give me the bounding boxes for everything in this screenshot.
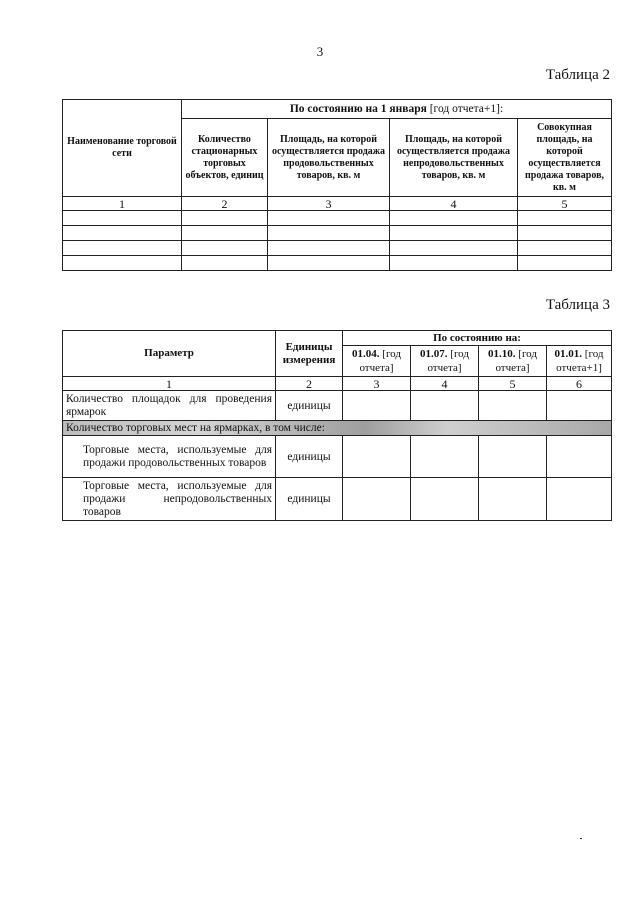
t3-cell[interactable] xyxy=(479,436,547,478)
t2-col-number: 3 xyxy=(268,197,390,211)
t2-header-count: Количество стационарных торговых объектов, единиц xyxy=(182,119,268,197)
table3 xyxy=(62,330,612,521)
t2-empty-row xyxy=(63,226,612,241)
t2-cell[interactable] xyxy=(390,256,518,271)
t3-cell[interactable] xyxy=(343,436,411,478)
t2-cell[interactable] xyxy=(63,226,182,241)
t3-col-number: 3 xyxy=(343,377,411,391)
t3-col-number: 5 xyxy=(479,377,547,391)
table3-caption: Таблица 3 xyxy=(545,297,610,313)
t2-cell[interactable] xyxy=(182,241,268,256)
t3-cell[interactable] xyxy=(411,478,479,521)
t3-date-bold: 01.10. xyxy=(488,348,516,360)
t3-cell[interactable] xyxy=(547,478,612,521)
t3-col-number: 2 xyxy=(276,377,343,391)
t2-col-number: 2 xyxy=(182,197,268,211)
t2-col-number: 4 xyxy=(390,197,518,211)
t3-param-label: Количество площадок для проведения ярмарок xyxy=(63,391,276,421)
t2-group-header-year: [год отчета+1]: xyxy=(429,103,504,115)
t2-col-number: 5 xyxy=(518,197,612,211)
t3-cell[interactable] xyxy=(411,436,479,478)
t3-group-header: По состоянию на: xyxy=(343,331,612,346)
scan-speck xyxy=(580,838,582,839)
t3-unit-label: единицы xyxy=(276,436,343,478)
t3-cell[interactable] xyxy=(547,391,612,421)
t3-cell[interactable] xyxy=(479,478,547,521)
t2-cell[interactable] xyxy=(390,226,518,241)
table2 xyxy=(62,99,612,271)
t2-header-food-area: Площадь, на которой осуществляется продажа продовольственных товаров, кв. м xyxy=(268,119,390,197)
t2-cell[interactable] xyxy=(63,211,182,226)
table-row xyxy=(63,436,612,478)
t2-empty-row xyxy=(63,211,612,226)
t2-group-header-bold: По состоянию на 1 января xyxy=(289,103,427,115)
t3-cell[interactable] xyxy=(411,391,479,421)
t2-empty-row xyxy=(63,241,612,256)
t2-empty-row xyxy=(63,256,612,271)
t2-cell[interactable] xyxy=(182,226,268,241)
t3-header-date xyxy=(479,346,547,377)
t2-cell[interactable] xyxy=(182,211,268,226)
t2-header-total-area: Совокупная площадь, на которой осуществляется продажа товаров, кв. м xyxy=(518,119,612,197)
t3-header-date xyxy=(411,346,479,377)
t3-header-date xyxy=(547,346,612,377)
t3-date-rest: [год отчета+1] xyxy=(556,348,604,374)
t2-cell[interactable] xyxy=(268,256,390,271)
t2-cell[interactable] xyxy=(268,226,390,241)
t3-col-number: 6 xyxy=(547,377,612,391)
t3-header-unit: Единицы измерения xyxy=(276,331,343,377)
t3-cell[interactable] xyxy=(343,391,411,421)
t3-date-bold: 01.07. xyxy=(420,348,448,360)
t2-cell[interactable] xyxy=(268,241,390,256)
t2-header-nonfood-area: Площадь, на которой осуществляется продажа непродовольственных товаров, кв. м xyxy=(390,119,518,197)
t2-col-number: 1 xyxy=(63,197,182,211)
page-number: 3 xyxy=(316,44,324,59)
t2-group-header xyxy=(182,100,612,119)
t3-date-rest: [год отчета] xyxy=(359,348,401,374)
t2-cell[interactable] xyxy=(63,241,182,256)
t3-param-label: Торговые места, используемые для продажи непродовольственных товаров xyxy=(63,478,276,521)
t3-date-rest: [год отчета] xyxy=(495,348,537,374)
t2-cell[interactable] xyxy=(63,256,182,271)
t2-cell[interactable] xyxy=(518,226,612,241)
t2-cell[interactable] xyxy=(518,256,612,271)
t3-unit-label: единицы xyxy=(276,478,343,521)
t3-date-bold: 01.01. xyxy=(554,348,583,360)
t3-header-date xyxy=(343,346,411,377)
t3-header-param: Параметр xyxy=(63,331,276,377)
t2-cell[interactable] xyxy=(390,211,518,226)
t3-section-label: Количество торговых мест на ярмарках, в том числе: xyxy=(63,421,612,436)
t3-cell[interactable] xyxy=(343,478,411,521)
t3-date-bold: 01.04. xyxy=(352,348,380,360)
table-row xyxy=(63,391,612,421)
t3-col-number: 4 xyxy=(411,377,479,391)
t3-cell[interactable] xyxy=(479,391,547,421)
t3-date-rest: [год отчета] xyxy=(427,348,469,374)
t3-section-row xyxy=(63,421,612,436)
t2-cell[interactable] xyxy=(182,256,268,271)
table2-caption: Таблица 2 xyxy=(545,67,610,83)
table-row xyxy=(63,478,612,521)
t2-cell[interactable] xyxy=(518,241,612,256)
t2-cell[interactable] xyxy=(518,211,612,226)
t3-cell[interactable] xyxy=(547,436,612,478)
t2-header-name: Наименование торговой сети xyxy=(63,100,182,197)
t2-cell[interactable] xyxy=(268,211,390,226)
t3-unit-label: единицы xyxy=(276,391,343,421)
t3-col-number: 1 xyxy=(63,377,276,391)
t3-param-label: Торговые места, используемые для продажи продовольственных товаров xyxy=(63,436,276,478)
t2-cell[interactable] xyxy=(390,241,518,256)
